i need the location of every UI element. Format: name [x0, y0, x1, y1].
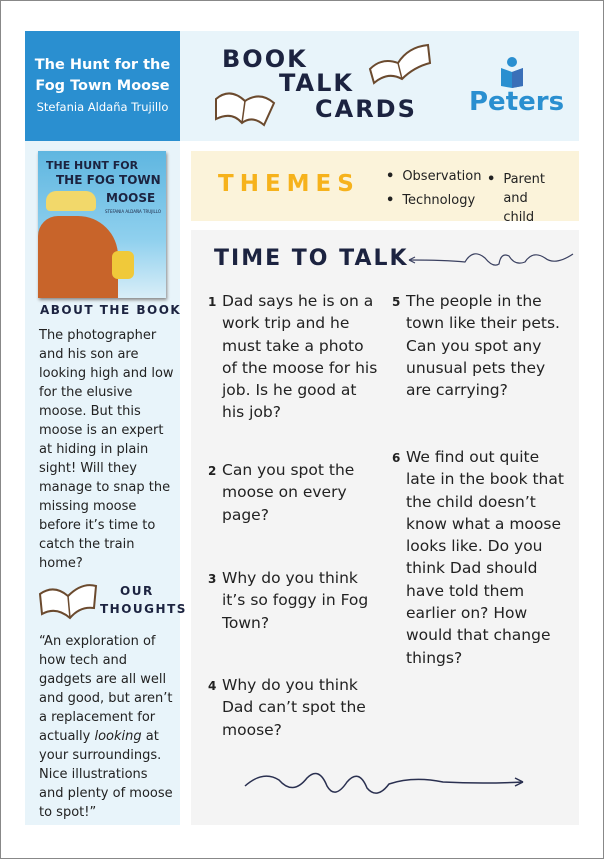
- peters-logo-icon: [498, 56, 526, 88]
- cover-title-3: MOOSE: [106, 191, 156, 205]
- themes-heading: THEMES: [218, 171, 360, 197]
- question-number: 3: [208, 572, 217, 586]
- about-heading: ABOUT THE BOOK: [40, 303, 182, 317]
- thoughts-quote: [39, 632, 174, 822]
- question-4: [208, 674, 373, 741]
- question-number: 1: [208, 295, 217, 309]
- book-title: The Hunt for the Fog Town Moose: [34, 57, 171, 94]
- about-text: The photographer and his son are looking high and low for the elusive moose. But this moose is an expert at hiding in plain sight! Will they manage to snap the missing moose before it’s time to catch the train home?: [39, 328, 174, 571]
- quote-emphasis: looking: [94, 729, 142, 744]
- cover-title-1: THE HUNT FOR: [46, 159, 139, 172]
- squiggle-arrow-icon: [405, 246, 575, 270]
- question-number: 5: [392, 295, 401, 309]
- question-2: [208, 459, 368, 526]
- theme-item: • Observation: [386, 168, 481, 186]
- moose-antlers: [46, 191, 96, 211]
- quote-text: at your surroundings. Nice illustrations and plenty of moose to spot!”: [39, 729, 173, 820]
- squiggle-arrow-icon: [243, 766, 528, 802]
- question-text: The people in the town like their pets. Can you spot any unusual pets they are carrying?: [406, 292, 560, 400]
- theme-item-label: Parent and child: [503, 172, 545, 225]
- thoughts-heading-2: THOUGHTS: [100, 602, 187, 616]
- banner: [180, 31, 579, 141]
- question-text: Why do you think it’s so foggy in Fog Town?: [222, 569, 369, 632]
- banner-word-cards: CARDS: [315, 95, 417, 123]
- question-text: Can you spot the moose on every page?: [222, 461, 355, 524]
- banner-word-book: BOOK: [222, 45, 308, 73]
- question-number: 2: [208, 464, 217, 478]
- photographer-illustration: [112, 251, 134, 279]
- time-to-talk-box: [191, 230, 579, 825]
- quote-text: “An exploration of how tech and gadgets are all well and good, but aren’t a replacement for actually: [39, 634, 173, 744]
- cover-title-2: THE FOG TOWN: [56, 173, 161, 187]
- question-6: [392, 446, 564, 669]
- thoughts-heading-1: OUR: [120, 584, 154, 598]
- open-book-icon: [368, 41, 432, 87]
- cover-author: STEFANIA ALDAÑA TRUJILLO: [104, 209, 162, 214]
- book-cover: [38, 151, 166, 298]
- open-book-icon: [212, 81, 278, 129]
- question-number: 4: [208, 679, 217, 693]
- open-book-icon: [38, 580, 100, 620]
- question-text: We find out quite late in the book that the child doesn’t know what a moose looks like. Do you think Dad should have told them earlier on? How would that change things?: [406, 448, 564, 667]
- question-number: 6: [392, 451, 401, 465]
- talk-heading: TIME TO TALK: [214, 246, 409, 271]
- banner-word-talk: TALK: [279, 69, 354, 97]
- question-1: [208, 290, 383, 424]
- peters-logo: Peters: [469, 87, 565, 117]
- theme-item: • Parent and child: [487, 170, 557, 227]
- question-3: [208, 567, 378, 634]
- themes-box: [191, 151, 579, 225]
- book-author: Stefania Aldaña Trujillo: [36, 100, 169, 114]
- theme-item: • Technology: [386, 192, 475, 210]
- question-5: [392, 290, 567, 401]
- question-text: Dad says he is on a work trip and he must take a photo of the moose for his job. Is he good at his job?: [222, 292, 378, 422]
- book-title-header: [25, 31, 180, 141]
- moose-illustration: [38, 216, 118, 298]
- question-text: Why do you think Dad can’t spot the moose?: [222, 676, 366, 739]
